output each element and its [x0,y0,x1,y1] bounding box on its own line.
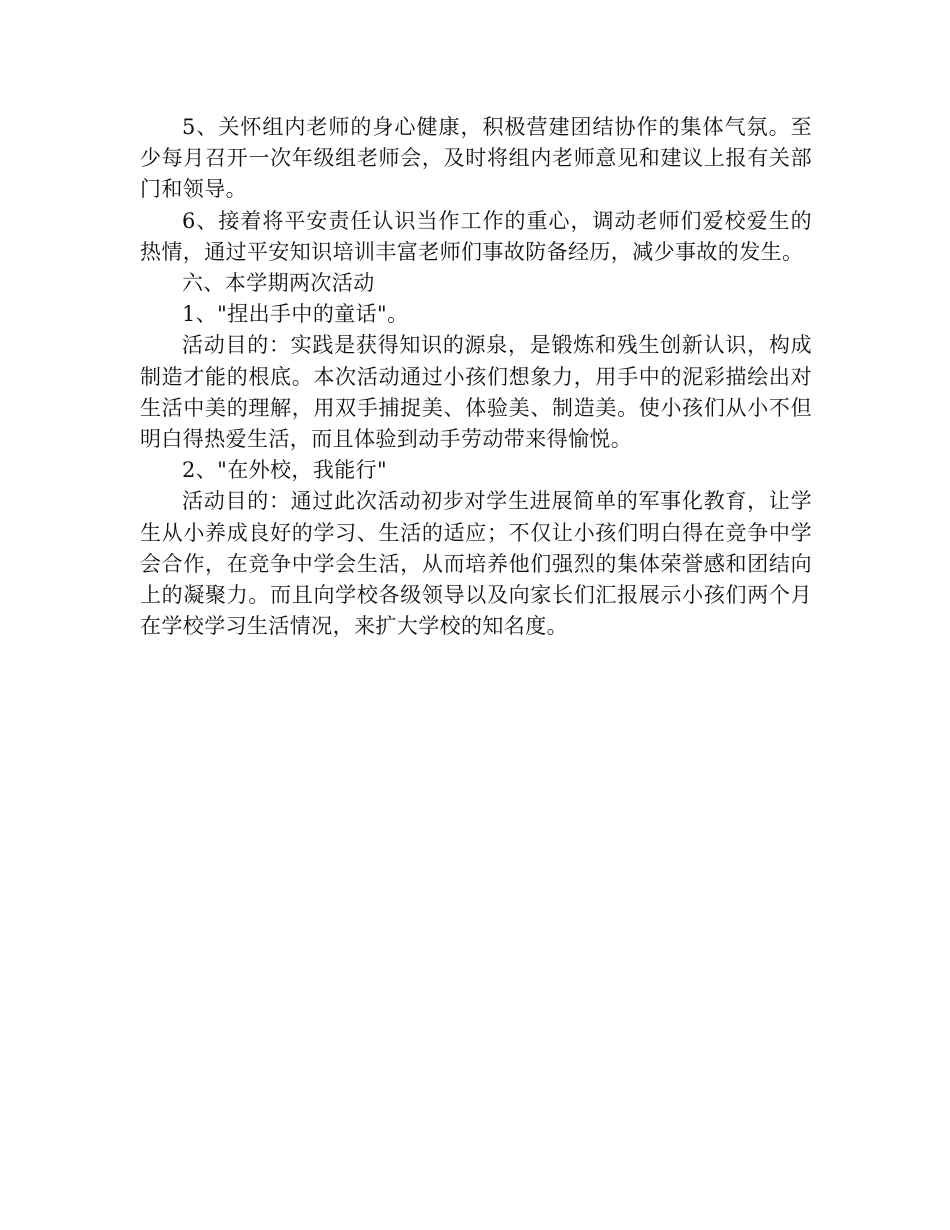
activity-2-purpose: 活动目的：通过此次活动初步对学生进展简单的军事化教育，让学生从小养成良好的学习、生活的适应；不仅让小孩们明白得在竞争中学会合作，在竞争中学会生活，从而培养他们强烈的集体荣誉感和团结向上的凝聚力。而且向学校各级领导以及向家长们汇报展示小孩们两个月在学校学习生活情况，来扩大学校的知名度。 [140,489,812,639]
activity-2-title: 2、"在外校，我能行" [182,458,388,483]
document-body [140,112,812,642]
activity-1-title: 1、"捏出手中的童话"。 [182,302,409,327]
activity-1-purpose: 活动目的：实践是获得知识的源泉，是锻炼和残生创新认识，构成制造才能的根底。本次活动通过小孩们想象力，用手中的泥彩描绘出对生活中美的理解，用双手捕捉美、体验美、制造美。使小孩们从小不但明白得热爱生活，而且体验到动手劳动带来得愉悦。 [140,333,812,452]
section-heading: 六、本学期两次活动 [182,271,375,296]
paragraph-item-5: 5、关怀组内老师的身心健康，积极营建团结协作的集体气氛。至少每月召开一次年级组老师会，及时将组内老师意见和建议上报有关部门和领导。 [140,115,812,202]
paragraph-item-6: 6、接着将平安责任认识当作工作的重心，调动老师们爱校爱生的热情，通过平安知识培训丰富老师们事故防备经历，减少事故的发生。 [140,208,812,264]
